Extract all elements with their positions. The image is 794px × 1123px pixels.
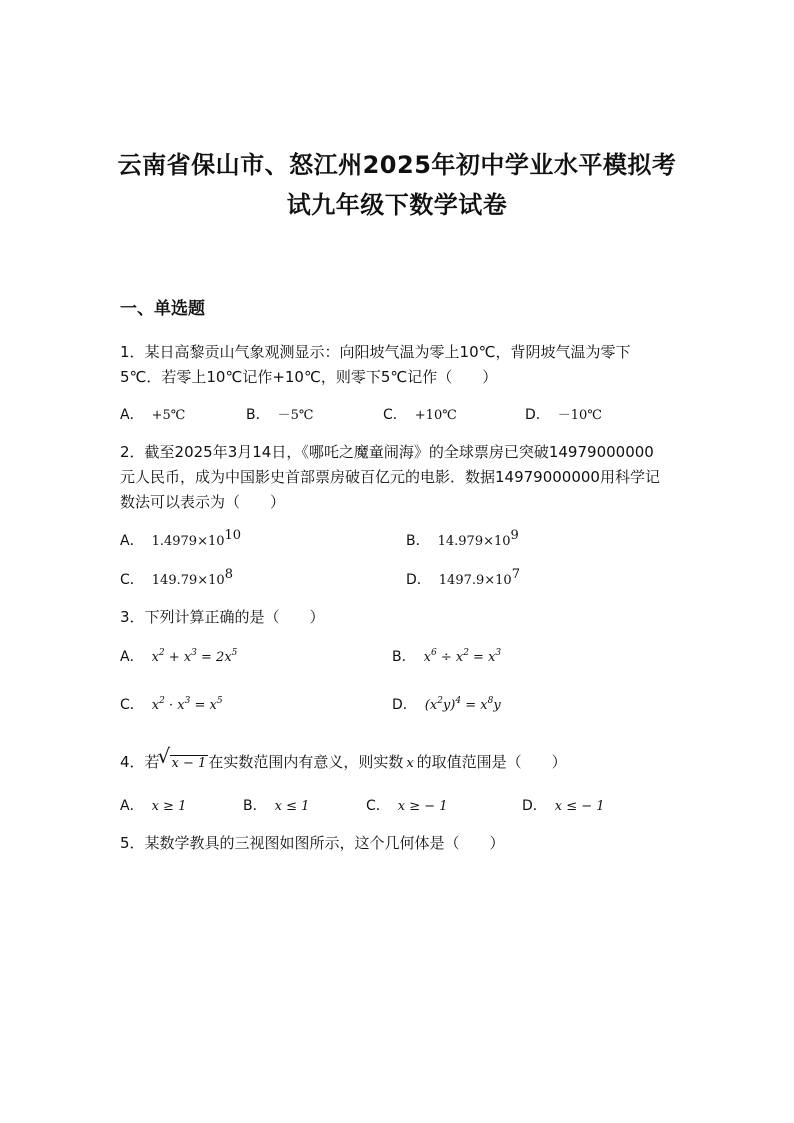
- question-5: 5．某数学教具的三视图如图所示，这个几何体是（ ）: [120, 834, 505, 852]
- option-base: 14.979×10: [437, 534, 511, 549]
- question-4-pre: 4．若: [120, 753, 160, 771]
- option-exponent: 9: [510, 528, 519, 543]
- option-label: D．: [522, 798, 547, 814]
- option-formula: $x^2 + x^3 = 2x^5$: [151, 648, 238, 665]
- question-3: 3．下列计算正确的是（ ）: [120, 608, 325, 626]
- option-text: +10℃: [414, 408, 457, 423]
- question-1: [120, 340, 680, 390]
- q4-option-a: [120, 795, 186, 815]
- option-label: A．: [120, 407, 144, 423]
- q4-option-c: [366, 795, 448, 815]
- option-label: B．: [406, 533, 430, 549]
- q4-option-d: [522, 795, 605, 815]
- q3-option-c: [120, 694, 223, 714]
- question-1-line1: 1．某日高黎贡山气象观测显示：向阳坡气温为零上10℃，背阴坡气温为零下: [120, 343, 631, 361]
- option-text: x ≤ − 1: [554, 799, 605, 814]
- option-text: －5℃: [277, 408, 314, 423]
- question-4-var: x: [406, 756, 414, 771]
- question-2-line1: 2．截至2025年3月14日，《哪吒之魔童闹海》的全球票房已突破14979000000: [120, 443, 654, 461]
- option-label: B．: [243, 798, 267, 814]
- q1-option-d: [525, 404, 602, 424]
- sqrt-expression: [157, 744, 209, 776]
- sqrt-icon: √: [157, 744, 171, 768]
- q3-option-a: [120, 646, 237, 666]
- option-formula: $(x^2y)^4 = x^8y$: [424, 696, 501, 713]
- option-formula: $x^6 \div x^2 = x^3$: [423, 648, 502, 665]
- page-title-line2: 试九年级下数学试卷: [286, 191, 508, 219]
- option-label: A．: [120, 533, 144, 549]
- option-exponent: 8: [224, 567, 233, 582]
- q2-option-b: [406, 530, 519, 550]
- question-2-line3: 数法可以表示为（ ）: [120, 493, 286, 511]
- q1-option-c: [383, 404, 457, 424]
- option-label: B．: [246, 407, 270, 423]
- q3-option-b: [392, 646, 501, 666]
- option-label: C．: [120, 697, 144, 713]
- q1-option-b: [246, 404, 313, 424]
- question-2: [120, 440, 680, 515]
- option-base: 1.4979×10: [151, 534, 225, 549]
- option-label: B．: [392, 649, 416, 665]
- q1-option-a: [120, 404, 185, 424]
- question-4: [120, 744, 720, 776]
- question-4-post: 在实数范围内有意义，则实数: [208, 753, 404, 771]
- option-label: C．: [120, 572, 144, 588]
- option-exponent: 10: [224, 528, 242, 543]
- section-heading: 一、单选题: [120, 299, 205, 319]
- question-2-line2: 元人民币，成为中国影史首部票房破百亿元的电影．数据14979000000用科学记: [120, 468, 660, 486]
- option-label: D．: [392, 697, 417, 713]
- option-formula: $x^2 \cdot x^3 = x^5$: [151, 696, 223, 713]
- q2-option-c: [120, 569, 233, 589]
- option-text: x ≥ − 1: [397, 799, 448, 814]
- option-base: 149.79×10: [151, 573, 225, 588]
- option-label: C．: [366, 798, 390, 814]
- option-label: D．: [406, 572, 431, 588]
- option-text: +5℃: [151, 408, 186, 423]
- q2-option-d: [406, 569, 520, 589]
- q4-option-b: [243, 795, 309, 815]
- option-label: A．: [120, 798, 144, 814]
- option-label: A．: [120, 649, 144, 665]
- option-exponent: 7: [511, 567, 520, 582]
- option-text: x ≥ 1: [151, 799, 187, 814]
- q2-option-a: [120, 530, 241, 550]
- option-text: x ≤ 1: [274, 799, 310, 814]
- question-1-line2: 5℃．若零上10℃记作+10℃，则零下5℃记作（ ）: [120, 368, 498, 386]
- page-title-line1: 云南省保山市、怒江州2025年初中学业水平模拟考: [117, 151, 677, 179]
- radicand: x − 1: [171, 756, 207, 771]
- option-label: C．: [383, 407, 407, 423]
- option-text: －10℃: [557, 408, 602, 423]
- question-4-post2: 的取值范围是（ ）: [416, 753, 567, 771]
- q3-option-d: [392, 694, 501, 714]
- option-base: 1497.9×10: [438, 573, 512, 588]
- option-label: D．: [525, 407, 550, 423]
